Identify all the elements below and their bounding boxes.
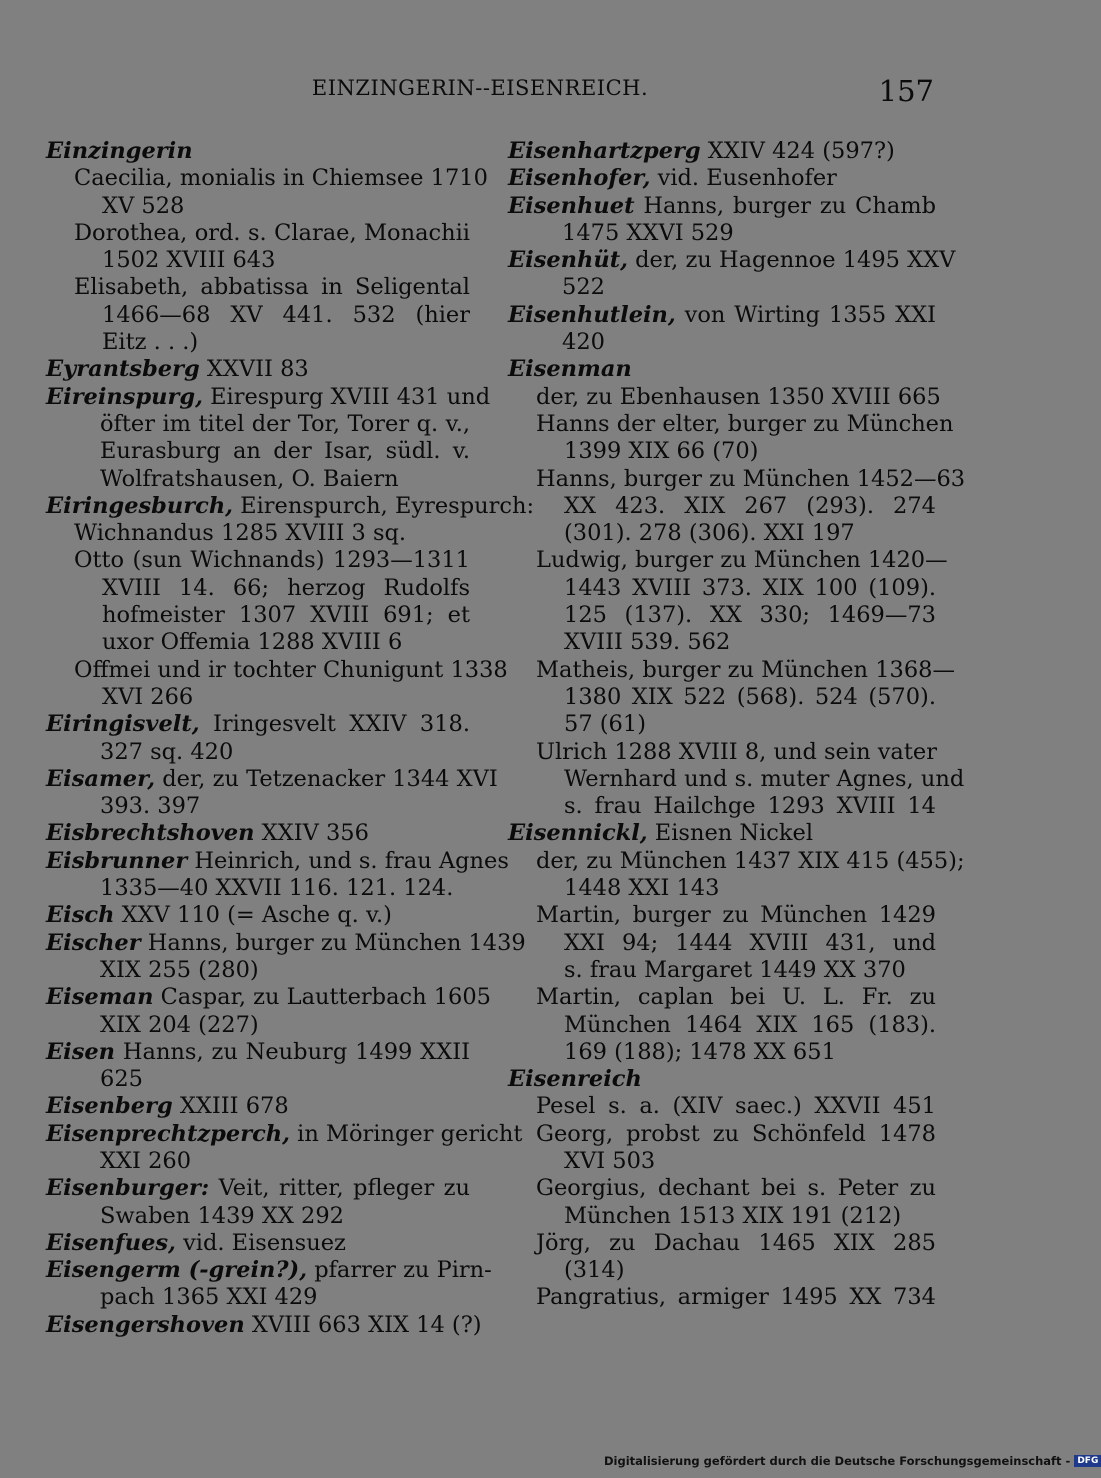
entry-head: Eisamer,	[46, 765, 156, 792]
entry-line: 1466—68 XV 441. 532 (hier	[102, 301, 470, 328]
page-number: 157	[878, 74, 934, 108]
entry-head: Eisengershoven	[46, 1311, 245, 1338]
entry-line: 1335—40 XXVII 116. 121. 124.	[100, 875, 454, 902]
entry-line: XV 528	[102, 192, 185, 219]
entry-line: XXI 94; 1444 XVIII 431, und	[564, 929, 936, 956]
index-entry	[46, 1175, 470, 1230]
index-entry	[46, 1257, 492, 1312]
index-entry	[46, 820, 470, 847]
entry-line: Hanns, burger zu Chamb	[643, 192, 936, 219]
entry-line: 522	[562, 274, 605, 301]
index-entry	[508, 165, 936, 192]
entry-line: uxor Offemia 1288 XVIII 6	[102, 629, 403, 656]
entry-head: Eisenfues,	[46, 1229, 176, 1256]
index-entry	[46, 356, 470, 383]
index-entry	[508, 356, 966, 820]
entry-line: öfter im titel der Tor, Torer q. v.,	[100, 410, 470, 437]
index-entry	[508, 1066, 936, 1312]
entry-head: Eiseman	[46, 984, 154, 1011]
entry-line: XXIV 356	[261, 820, 369, 847]
index-entry	[508, 138, 936, 165]
entry-line: 1448 XXI 143	[564, 875, 720, 902]
entry-line: Caecilia, monialis in Chiemsee 1710	[74, 165, 488, 192]
entry-line: Hanns, zu Neuburg 1499 XXII	[122, 1038, 470, 1065]
index-entry	[508, 247, 956, 302]
entry-line: Eitz . . .)	[102, 329, 199, 356]
entry-line: XIX 255 (280)	[100, 956, 259, 983]
entry-line: Eurasburg an der Isar, südl. v.	[100, 438, 470, 465]
entry-head: Einzingerin	[46, 138, 193, 164]
entry-line: von Wirting 1355 XXI	[684, 301, 936, 328]
entry-line: XX 423. XIX 267 (293). 274	[564, 492, 936, 519]
entry-line: Eisnen Nickel	[654, 820, 814, 847]
entry-line: Elisabeth, abbatissa in Seligental	[74, 274, 470, 301]
entry-line: XVIII 14. 66; herzog Rudolfs	[102, 574, 470, 601]
entry-line: s. frau Margaret 1449 XX 370	[564, 956, 906, 983]
entry-line: 393. 397	[100, 793, 201, 820]
entry-line: vid. Eisensuez	[183, 1229, 346, 1256]
entry-line: XVI 503	[564, 1147, 656, 1174]
entry-line: pach 1365 XXI 429	[100, 1284, 318, 1311]
entry-line: in Möringer gericht	[297, 1120, 523, 1147]
entry-line: Hanns, burger zu München 1439	[147, 929, 526, 956]
footer-credit	[604, 1454, 1101, 1468]
entry-line: München 1513 XIX 191 (212)	[564, 1202, 902, 1229]
entry-line: der, zu München 1437 XIX 415 (455);	[536, 847, 965, 874]
entry-head: Eisennickl,	[508, 820, 648, 847]
entry-line: (314)	[564, 1257, 625, 1284]
index-entry	[46, 383, 491, 493]
entry-line: Eirespurg XVIII 431 und	[210, 383, 491, 410]
entry-head: Eisenreich	[508, 1066, 642, 1093]
entry-line: Ludwig, burger zu München 1420—	[536, 547, 948, 574]
index-entry	[46, 1120, 523, 1176]
entry-line: 1443 XVIII 373. XIX 100 (109).	[564, 574, 936, 601]
entry-line: 1399 XIX 66 (70)	[564, 438, 759, 465]
entry-line: Eirenspurch, Eyrespurch:	[240, 492, 535, 519]
entry-line: der, zu Ebenhausen 1350 XVIII 665	[536, 383, 941, 410]
index-entry	[46, 902, 470, 929]
entry-line: Matheis, burger zu München 1368—	[536, 656, 955, 683]
entry-line: XVI 266	[102, 683, 194, 710]
entry-line: pfarrer zu Pirn-	[314, 1257, 492, 1284]
entry-head: Eischer	[46, 929, 141, 956]
entry-line: XXVII 83	[206, 356, 309, 383]
entry-head: Eisenburger:	[46, 1175, 210, 1202]
entry-line: Hanns, burger zu München 1452—63	[536, 465, 966, 492]
entry-line: vid. Eusenhofer	[657, 165, 837, 192]
entry-line: der, zu Hagennoe 1495 XXV	[635, 247, 956, 274]
entry-line: Pangratius, armiger 1495 XX 734	[536, 1284, 936, 1311]
index-entry	[46, 1093, 470, 1120]
entry-line: XXIV 424 (597?)	[707, 138, 895, 164]
index-entry	[46, 711, 470, 766]
entry-line: Martin, caplan bei U. L. Fr. zu	[536, 984, 936, 1011]
entry-line: Wichnandus 1285 XVIII 3 sq.	[74, 520, 407, 547]
entry-head: Eisbrunner	[46, 847, 188, 874]
entry-line: XXI 260	[100, 1147, 192, 1174]
entry-head: Eisenhartzperg	[508, 138, 701, 164]
entry-line: XXV 110 (= Asche q. v.)	[121, 902, 392, 929]
index-entry	[46, 929, 526, 985]
entry-head: Eireinspurg,	[46, 383, 203, 410]
entry-line: XIX 204 (227)	[100, 1011, 259, 1038]
entry-head: Eiringisvelt,	[46, 711, 200, 738]
entry-line: Heinrich, und s. frau Agnes	[194, 847, 509, 874]
left-column	[46, 138, 535, 1339]
entry-line: Ulrich 1288 XVIII 8, und sein vater	[536, 738, 937, 765]
entry-line: Swaben 1439 XX 292	[100, 1202, 344, 1229]
entry-line: 327 sq. 420	[100, 738, 234, 765]
entry-line: (301). 278 (306). XXI 197	[564, 520, 855, 547]
entry-head: Eisch	[46, 902, 115, 929]
right-column	[508, 138, 966, 1312]
index-entry	[46, 765, 498, 821]
entry-line: 1475 XXVI 529	[562, 219, 734, 246]
entry-head: Eisenhofer,	[508, 165, 651, 192]
entry-head: Eisenhutlein,	[508, 301, 676, 328]
entry-line: 1502 XVIII 643	[102, 247, 276, 274]
footer-credit-text: Digitalisierung gefördert durch die Deutsche Forschungsgemeinschaft -	[604, 1454, 1071, 1468]
entry-line: Hanns der elter, burger zu München	[536, 410, 954, 437]
entry-line: Wolfratshausen, O. Baiern	[100, 465, 399, 492]
entry-line: Jörg, zu Dachau 1465 XIX 285	[536, 1229, 936, 1256]
entry-line: s. frau Hailchge 1293 XVIII 14	[564, 793, 936, 820]
entry-head: Eisenhüt,	[508, 247, 628, 274]
entry-line: der, zu Tetzenacker 1344 XVI	[162, 765, 498, 792]
entry-line: München 1464 XIX 165 (183).	[564, 1011, 936, 1038]
entry-head: Eisengerm (-grein?),	[46, 1257, 308, 1284]
entry-line: 420	[562, 329, 605, 356]
index-entry	[46, 847, 509, 903]
index-entry	[508, 193, 936, 248]
entry-head: Eisenprechtzperch,	[46, 1120, 290, 1147]
index-entry	[508, 820, 965, 1066]
entry-head: Eisenberg	[46, 1093, 173, 1120]
entry-head: Eyrantsberg	[46, 356, 200, 383]
entry-head: Eisenhuet	[508, 192, 635, 219]
index-entry	[46, 984, 491, 1039]
index-entry	[46, 492, 535, 711]
entry-line: XXIII 678	[179, 1093, 289, 1120]
index-entry	[508, 302, 936, 357]
entry-line: Dorothea, ord. s. Clarae, Monachii	[74, 219, 470, 246]
running-head: EINZINGERIN--EISENREICH.	[311, 76, 649, 100]
index-entry	[46, 1039, 470, 1094]
entry-line: Martin, burger zu München 1429	[536, 902, 936, 929]
entry-line: Georgius, dechant bei s. Peter zu	[536, 1175, 936, 1202]
index-entry	[46, 138, 488, 356]
entry-line: 125 (137). XX 330; 1469—73	[564, 602, 936, 629]
entry-line: Georg, probst zu Schönfeld 1478	[536, 1120, 936, 1147]
entry-head: Eisenman	[508, 356, 632, 383]
entry-line: XVIII 539. 562	[564, 629, 731, 656]
entry-line: Otto (sun Wichnands) 1293—1311	[74, 547, 470, 574]
entry-line: 625	[100, 1066, 143, 1093]
entry-line: Iringesvelt XXIV 318.	[213, 711, 471, 738]
entry-head: Eiringesburch,	[46, 492, 234, 519]
dfg-logo: DFG	[1074, 1455, 1101, 1467]
entry-line: hofmeister 1307 XVIII 691; et	[102, 602, 470, 629]
entry-line: Pesel s. a. (XIV saec.) XXVII 451	[536, 1093, 936, 1120]
entry-line: 169 (188); 1478 XX 651	[564, 1038, 836, 1065]
entry-line: Wernhard und s. muter Agnes, und	[564, 765, 965, 792]
entry-line: XVIII 663 XIX 14 (?)	[251, 1311, 482, 1338]
entry-head: Eisen	[46, 1038, 116, 1065]
entry-line: 1380 XIX 522 (568). 524 (570).	[564, 683, 936, 710]
index-entry	[46, 1230, 470, 1257]
entry-line: Offmei und ir tochter Chunigunt 1338	[74, 656, 508, 683]
entry-line: 57 (61)	[564, 711, 646, 738]
entry-line: Caspar, zu Lautterbach 1605	[160, 984, 491, 1011]
entry-head: Eisbrechtshoven	[46, 820, 255, 847]
index-entry	[46, 1311, 482, 1339]
entry-line: Veit, ritter, pfleger zu	[218, 1175, 470, 1202]
